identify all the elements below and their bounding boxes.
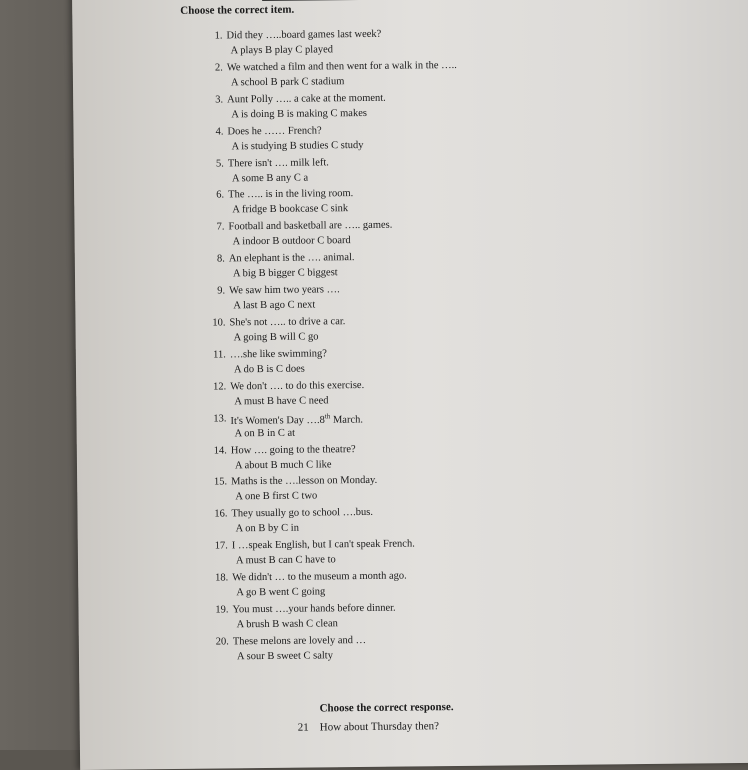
answer-options: A brush B wash C clean	[236, 618, 338, 631]
question-item	[201, 56, 681, 93]
section2-instruction: Choose the correct response.	[319, 701, 454, 715]
question-number: 7.	[216, 221, 225, 233]
question-text: There isn't …. milk left.	[227, 156, 329, 169]
question-item	[204, 343, 684, 380]
question-text: You must ….your hands before dinner.	[232, 602, 396, 616]
question-text: It's Women's Day ….8th March.	[230, 412, 364, 427]
question-number: 20.	[215, 636, 229, 648]
question-text: They usually go to school ….bus.	[231, 507, 374, 520]
answer-options: A is doing B is making C makes	[231, 107, 368, 121]
question-number: 16.	[214, 508, 228, 520]
question-item	[205, 438, 685, 475]
question-number: 12.	[212, 381, 227, 393]
question-text: We watched a film and then went for a walk in the …..	[226, 59, 457, 74]
answer-options: A on B in C at	[234, 427, 296, 440]
worksheet-paper	[72, 0, 748, 770]
answer-options: A sour B sweet C salty	[236, 650, 334, 663]
answer-options: A is studying B studies C study	[231, 139, 364, 153]
question-item	[203, 311, 683, 348]
question-item	[205, 470, 685, 507]
question-item	[204, 374, 684, 411]
question-text: We didn't … to the museum a month ago.	[232, 570, 407, 584]
answer-options: A indoor B outdoor C board	[232, 235, 351, 248]
question-item	[201, 119, 681, 156]
question-text: I …speak English, but I can't speak French.	[231, 538, 415, 552]
name-line	[262, 0, 532, 1]
question-number: 14.	[213, 444, 227, 457]
question-number: 15.	[213, 476, 228, 489]
question-text: We saw him two years ….	[229, 284, 340, 297]
question-text: How …. going to the theatre?	[230, 443, 356, 456]
answer-options: A plays B play C played	[230, 44, 334, 57]
answer-options: A big B bigger C biggest	[232, 267, 338, 280]
answer-options: A go B went C going	[236, 586, 326, 599]
question-number: 17.	[214, 540, 228, 552]
question-number: 11.	[213, 349, 226, 361]
question-item	[201, 87, 681, 124]
question-text: How about Thursday then?	[319, 720, 440, 734]
answer-options: A school B park C stadium	[230, 76, 345, 89]
answer-options: A going B will C go	[233, 331, 319, 344]
question-text: We don't …. to do this exercise.	[230, 379, 365, 393]
question-item	[206, 534, 686, 571]
question-text: The ….. is in the living room.	[228, 188, 354, 201]
question-number: 3.	[215, 94, 224, 106]
answer-options: A fridge B bookcase C sink	[232, 203, 349, 216]
question-number: 13.	[213, 413, 227, 425]
question-text: She's not ….. to drive a car.	[229, 316, 346, 329]
answer-options: A some B any C a	[231, 172, 309, 184]
answer-options: A must B can C have to	[235, 554, 336, 567]
question-item	[204, 406, 684, 443]
question-number: 19.	[215, 604, 229, 616]
question-text: These melons are lovely and …	[232, 634, 367, 648]
question-number: 8.	[216, 253, 225, 265]
answer-options: A last B ago C next	[233, 299, 316, 312]
question-item	[202, 151, 682, 188]
question-item	[207, 630, 687, 667]
question-item	[203, 247, 683, 284]
question-number: 2.	[214, 62, 223, 74]
question-number: 9.	[217, 285, 226, 297]
question-list	[200, 24, 687, 667]
question-number: 5.	[215, 157, 224, 170]
question-text: Aunt Polly ….. a cake at the moment.	[227, 92, 386, 106]
question-number: 1.	[214, 30, 223, 42]
question-text: Does he …… French?	[227, 125, 322, 138]
question-item	[200, 24, 680, 61]
question-number: 18.	[214, 572, 229, 584]
question-text: Did they …..board games last week?	[226, 28, 382, 42]
question-item	[202, 183, 682, 220]
question-21	[298, 720, 439, 733]
answer-options: A on B by C in	[235, 523, 300, 535]
answer-options: A must B have C need	[234, 395, 329, 408]
question-item	[205, 502, 685, 539]
question-item	[206, 566, 686, 603]
question-number: 10.	[212, 317, 226, 329]
question-item	[206, 598, 686, 635]
question-text: ….she like swimming?	[229, 348, 328, 361]
question-text: Maths is the ….lesson on Monday.	[231, 475, 378, 488]
question-number: 6.	[216, 189, 225, 201]
question-text: Football and basketball are ….. games.	[228, 220, 393, 233]
section-instruction: Choose the correct item.	[180, 3, 295, 17]
question-number: 4.	[215, 126, 224, 138]
answer-options: A one B first C two	[235, 490, 318, 503]
answer-options: A do B is C does	[233, 363, 305, 376]
question-number: 21	[297, 721, 309, 734]
question-item	[202, 215, 682, 252]
question-item	[203, 279, 683, 316]
answer-options: A about B much C like	[234, 458, 332, 471]
question-text: An elephant is the …. animal.	[228, 252, 355, 265]
